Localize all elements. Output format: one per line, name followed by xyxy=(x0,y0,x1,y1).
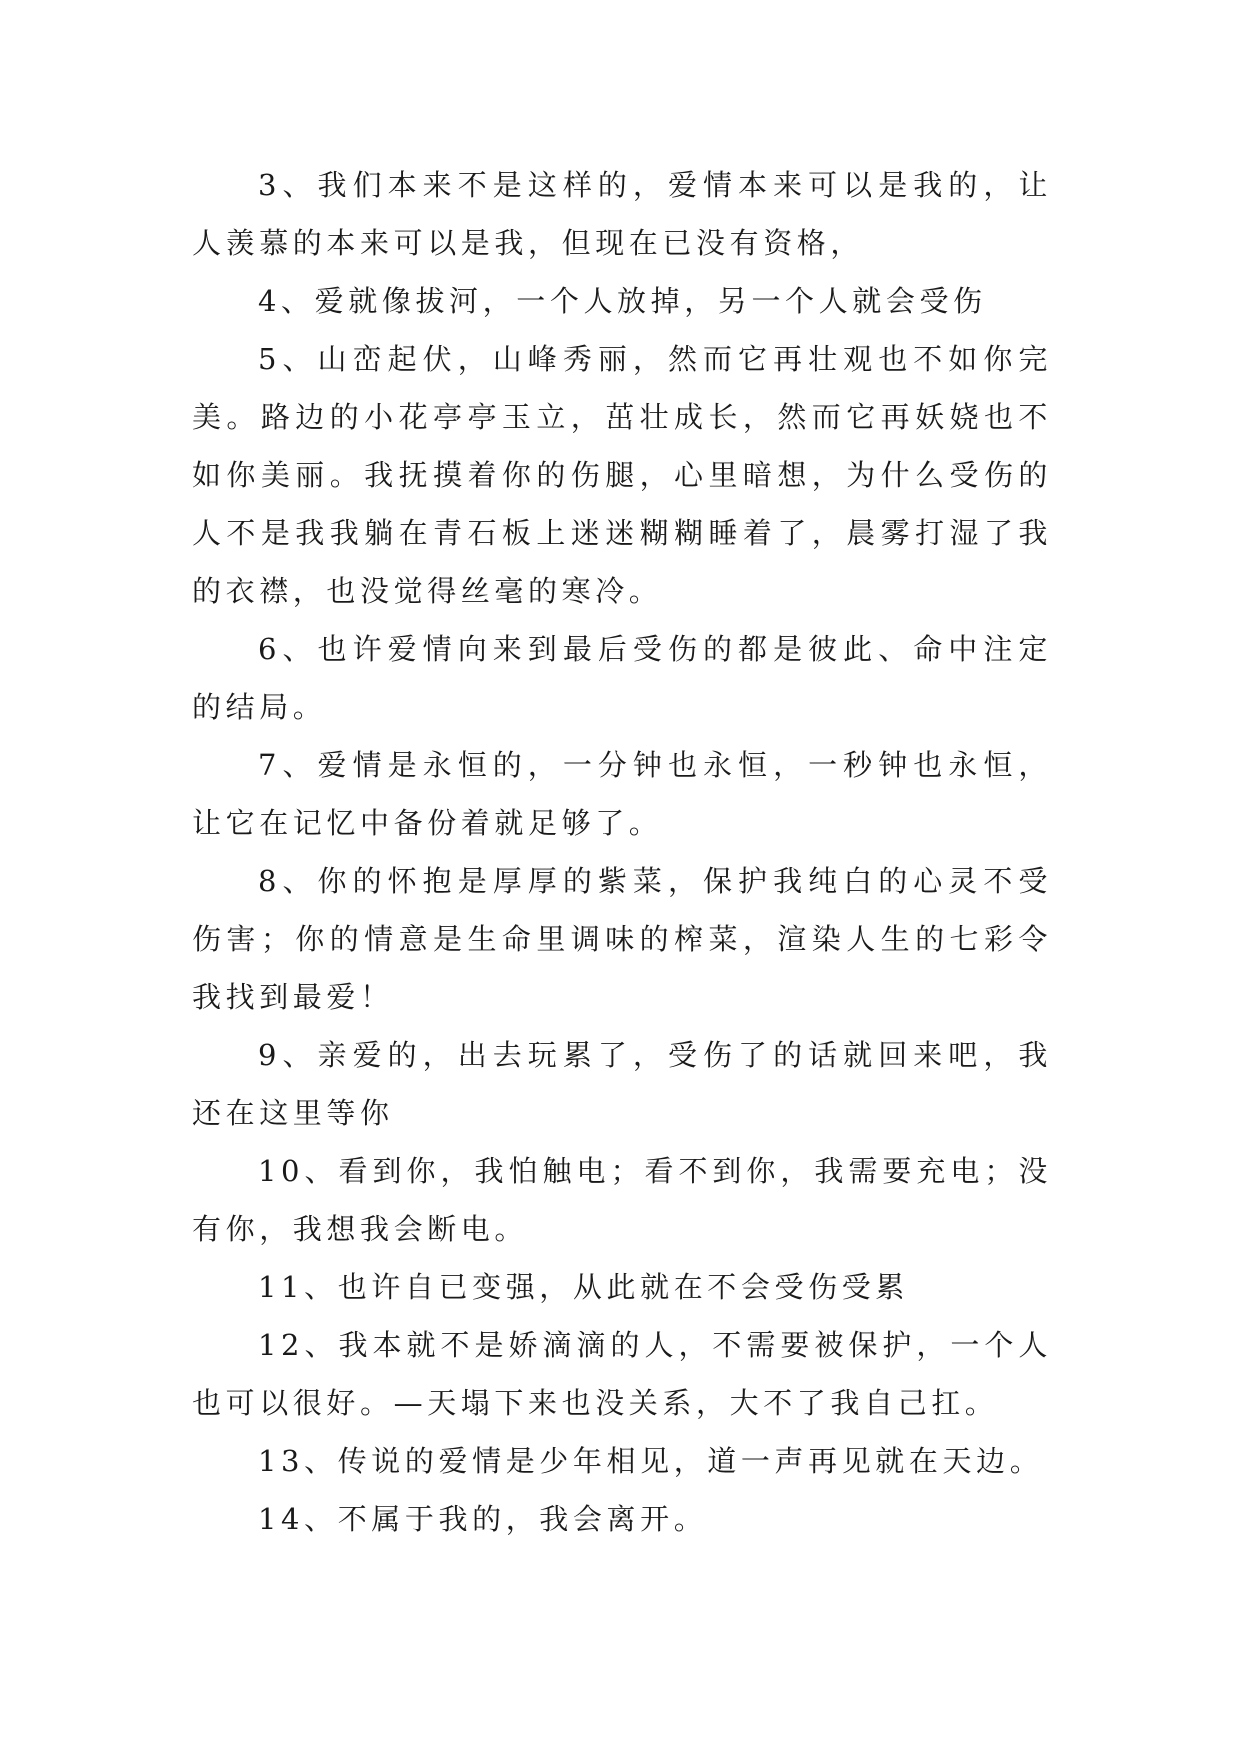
paragraph-9: 9、亲爱的，出去玩累了，受伤了的话就回来吧，我还在这里等你 xyxy=(192,1038,1052,1130)
paragraph-5: 5、山峦起伏，山峰秀丽，然而它再壮观也不如你完美。路边的小花亭亭玉立，茁壮成长，然而它再妖娆也不如你美丽。我抚摸着你的伤腿，心里暗想，为什么受伤的人不是我我躺在青石板上迷迷糊糊睡着了，晨雾打湿了我的衣襟，也没觉得丝毫的寒冷。 xyxy=(192,342,1052,608)
paragraph-6: 6、也许爱情向来到最后受伤的都是彼此、命中注定的结局。 xyxy=(192,632,1052,724)
paragraph-12: 12、我本就不是娇滴滴的人，不需要被保护，一个人也可以很好。—天塌下来也没关系，大不了我自己扛。 xyxy=(192,1328,1052,1420)
paragraph-4: 4、爱就像拔河，一个人放掉，另一个人就会受伤 xyxy=(258,284,987,318)
paragraph-8: 8、你的怀抱是厚厚的紫菜，保护我纯白的心灵不受伤害；你的情意是生命里调味的榨菜，渲染人生的七彩令我找到最爱！ xyxy=(192,864,1052,1014)
paragraph-11: 11、也许自已变强，从此就在不会受伤受累 xyxy=(258,1270,909,1304)
paragraph-13: 13、传说的爱情是少年相见，道一声再见就在天边。 xyxy=(258,1444,1044,1478)
paragraph-3: 3、我们本来不是这样的，爱情本来可以是我的，让人羡慕的本来可以是我，但现在已没有资格， xyxy=(192,168,1052,260)
paragraph-7: 7、爱情是永恒的，一分钟也永恒，一秒钟也永恒，让它在记忆中备份着就足够了。 xyxy=(192,748,1052,840)
paragraph-10: 10、看到你，我怕触电；看不到你，我需要充电；没有你，我想我会断电。 xyxy=(192,1154,1052,1246)
document-body xyxy=(192,156,1052,1548)
paragraph-14: 14、不属于我的，我会离开。 xyxy=(258,1502,708,1536)
